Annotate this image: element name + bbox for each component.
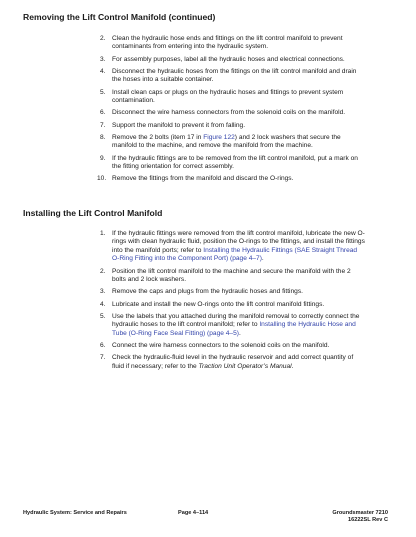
step-text: Disconnect the hydraulic hoses from the fittings on the lift control manifold and drain the hoses into a suitable container.: [112, 68, 357, 84]
step-text: Connect the wire harness connectors to the solenoid coils on the manifold.: [112, 341, 330, 349]
footer-revision: 16222SL Rev C: [347, 517, 388, 524]
figure-122-link[interactable]: Figure 122: [203, 134, 235, 141]
step-item: [0, 35, 366, 52]
step-text-post: .: [238, 329, 241, 337]
step-number: 6.: [100, 341, 106, 349]
step-item: [0, 89, 366, 106]
step-number: 5.: [100, 312, 106, 320]
step-item: [0, 56, 366, 64]
step-text: Clean the hydraulic hose ends and fittings on the lift control manifold to prevent contaminants from entering into the hydraulic system.: [112, 35, 343, 51]
step-number: 7.: [100, 121, 106, 129]
step-text-pre: If the hydraulic fittings were removed from the lift control manifold, lubricate the new O-rings with clean hydraulic fluid, position the O-rings to the fittings, and install the fittings into the manifold ports; refer to: [112, 230, 365, 254]
step-number: 4.: [100, 300, 106, 308]
step-number: 1.: [100, 230, 106, 237]
step-text-pre: Check the hydraulic-fluid level in the hydraulic reservoir and add correct quantity of fluid if necessary; refer to the: [112, 354, 354, 370]
step-number: 9.: [100, 154, 106, 162]
step-number: 6.: [100, 109, 106, 117]
step-item: [0, 313, 366, 338]
step-text: Lubricate and install the new O-rings onto the lift control manifold fittings.: [112, 300, 325, 308]
step-item: [0, 342, 366, 350]
installation-steps-list: [0, 230, 366, 375]
step-item: [0, 109, 366, 117]
step-text: Remove the fittings from the manifold and discard the O-rings.: [112, 175, 294, 183]
step-text-post: .: [291, 362, 294, 370]
step-number: 4.: [100, 68, 106, 75]
step-number: 7.: [100, 354, 106, 362]
footer-section-title: Hydraulic System: Service and Repairs: [23, 510, 127, 516]
step-item: [0, 134, 366, 151]
step-number: 5.: [100, 88, 106, 96]
step-number: 2.: [100, 267, 106, 275]
step-item: [0, 301, 366, 309]
installing-fittings-link[interactable]: Installing the Hydraulic Fittings (SAE Straight Thread O-Ring Fitting into the Component Port) (page 4–7): [112, 246, 358, 263]
step-item: [0, 268, 366, 285]
step-number: 10.: [97, 175, 107, 183]
footer-model-info: [332, 510, 388, 524]
step-text: If the hydraulic fittings are to be removed from the lift control manifold, put a mark on the fitting orientation for correct assembly.: [112, 154, 358, 171]
step-number: 8.: [100, 134, 106, 141]
step-text: Disconnect the wire harness connectors from the solenoid coils on the manifold.: [112, 109, 346, 117]
step-text-pre: Use the labels that you attached during the manifold removal to correctly connect the hydraulic hoses to the lift control manifold; refer to: [112, 312, 360, 329]
installing-hose-tube-link[interactable]: Installing the Hydraulic Hose and Tube (O-Ring Face Seal Fitting) (page 4–5): [112, 321, 356, 337]
step-item: [0, 354, 366, 371]
step-item: [0, 175, 366, 183]
section-heading-installing: Installing the Lift Control Manifold: [23, 208, 163, 218]
step-text-pre: Remove the 2 bolts (item 17 in: [112, 134, 204, 141]
operators-manual-title: Traction Unit Operator’s Manual: [198, 362, 292, 370]
step-text: For assembly purposes, label all the hydraulic hoses and electrical connections.: [112, 55, 345, 63]
step-item: [0, 288, 366, 296]
step-text: Remove the caps and plugs from the hydraulic hoses and fittings.: [112, 288, 303, 296]
step-text: Support the manifold to prevent it from falling.: [112, 121, 246, 129]
step-item: [0, 122, 366, 130]
step-number: 3.: [100, 55, 106, 63]
removal-steps-list: [0, 35, 366, 188]
step-text: Position the lift control manifold to the machine and secure the manifold with the 2 bolts and 2 lock washers.: [112, 267, 351, 283]
footer-page-number: Page 4–114: [178, 510, 209, 516]
footer-model-name: Groundsmaster 7210: [332, 510, 388, 516]
section-heading-removing: Removing the Lift Control Manifold (continued): [23, 12, 216, 22]
step-text-post: .: [261, 255, 264, 263]
step-text: Install clean caps or plugs on the hydraulic hoses and fittings to prevent system contamination.: [112, 88, 344, 105]
step-item: [0, 230, 366, 264]
step-text-post: ) and 2 lock washers that secure the manifold to the machine, and remove the manifold from the machine.: [112, 134, 341, 150]
step-number: 2.: [100, 35, 106, 42]
step-item: [0, 68, 366, 85]
step-number: 3.: [100, 288, 106, 296]
step-item: [0, 155, 366, 172]
